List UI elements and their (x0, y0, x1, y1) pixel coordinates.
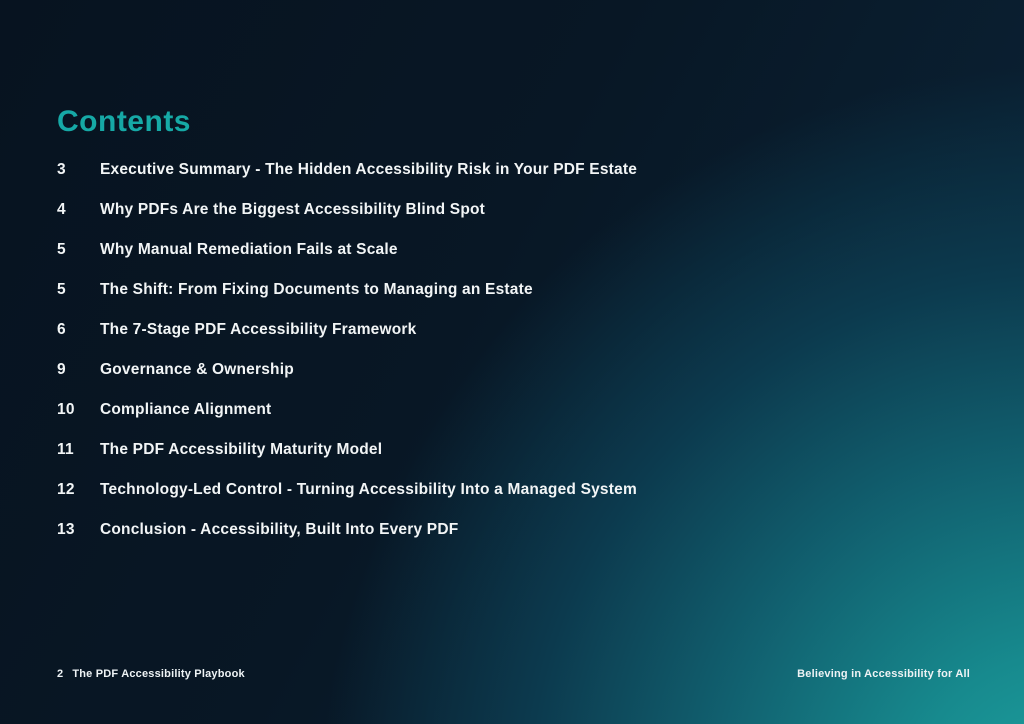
footer-page-number: 2 (57, 668, 64, 680)
page-title: Contents (57, 105, 191, 138)
toc-entry-title: Compliance Alignment (100, 401, 272, 418)
toc-entry-page-number: 3 (57, 161, 66, 178)
toc-entry-title: Why PDFs Are the Biggest Accessibility Blind Spot (100, 201, 486, 218)
toc-entry[interactable] (57, 310, 974, 350)
toc-entry-title: Governance & Ownership (100, 361, 294, 378)
toc-entry-page-number: 11 (57, 441, 74, 458)
toc-entry[interactable] (57, 350, 974, 390)
toc-entry[interactable] (57, 510, 974, 550)
toc-entry-page-number: 10 (57, 401, 75, 418)
page-footer (57, 668, 970, 680)
toc-entry-page-number: 6 (57, 321, 66, 338)
toc-entry[interactable] (57, 150, 974, 190)
toc-entry[interactable] (57, 270, 974, 310)
toc-entry-page-number: 9 (57, 361, 66, 378)
footer-left (57, 668, 245, 680)
toc-entry-title: Executive Summary - The Hidden Accessibility Risk in Your PDF Estate (100, 161, 638, 178)
table-of-contents (57, 150, 974, 550)
toc-entry[interactable] (57, 470, 974, 510)
toc-entry-page-number: 12 (57, 481, 75, 498)
footer-tagline: Believing in Accessibility for All (797, 668, 970, 680)
toc-entry-title: Technology-Led Control - Turning Accessibility Into a Managed System (100, 481, 637, 498)
toc-entry-page-number: 5 (57, 241, 66, 258)
toc-entry-title: The Shift: From Fixing Documents to Managing an Estate (100, 281, 533, 298)
toc-entry-page-number: 5 (57, 281, 66, 298)
toc-entry[interactable] (57, 230, 974, 270)
toc-entry[interactable] (57, 190, 974, 230)
toc-entry-title: The 7-Stage PDF Accessibility Framework (100, 321, 417, 338)
contents-section (57, 104, 974, 550)
toc-entry-title: The PDF Accessibility Maturity Model (100, 441, 383, 458)
toc-entry-page-number: 13 (57, 521, 75, 538)
toc-entry-title: Conclusion - Accessibility, Built Into Every PDF (100, 521, 459, 538)
toc-entry-page-number: 4 (57, 201, 66, 218)
footer-document-title: The PDF Accessibility Playbook (72, 668, 245, 680)
toc-entry-title: Why Manual Remediation Fails at Scale (100, 241, 398, 258)
toc-entry[interactable] (57, 390, 974, 430)
toc-entry[interactable] (57, 430, 974, 470)
